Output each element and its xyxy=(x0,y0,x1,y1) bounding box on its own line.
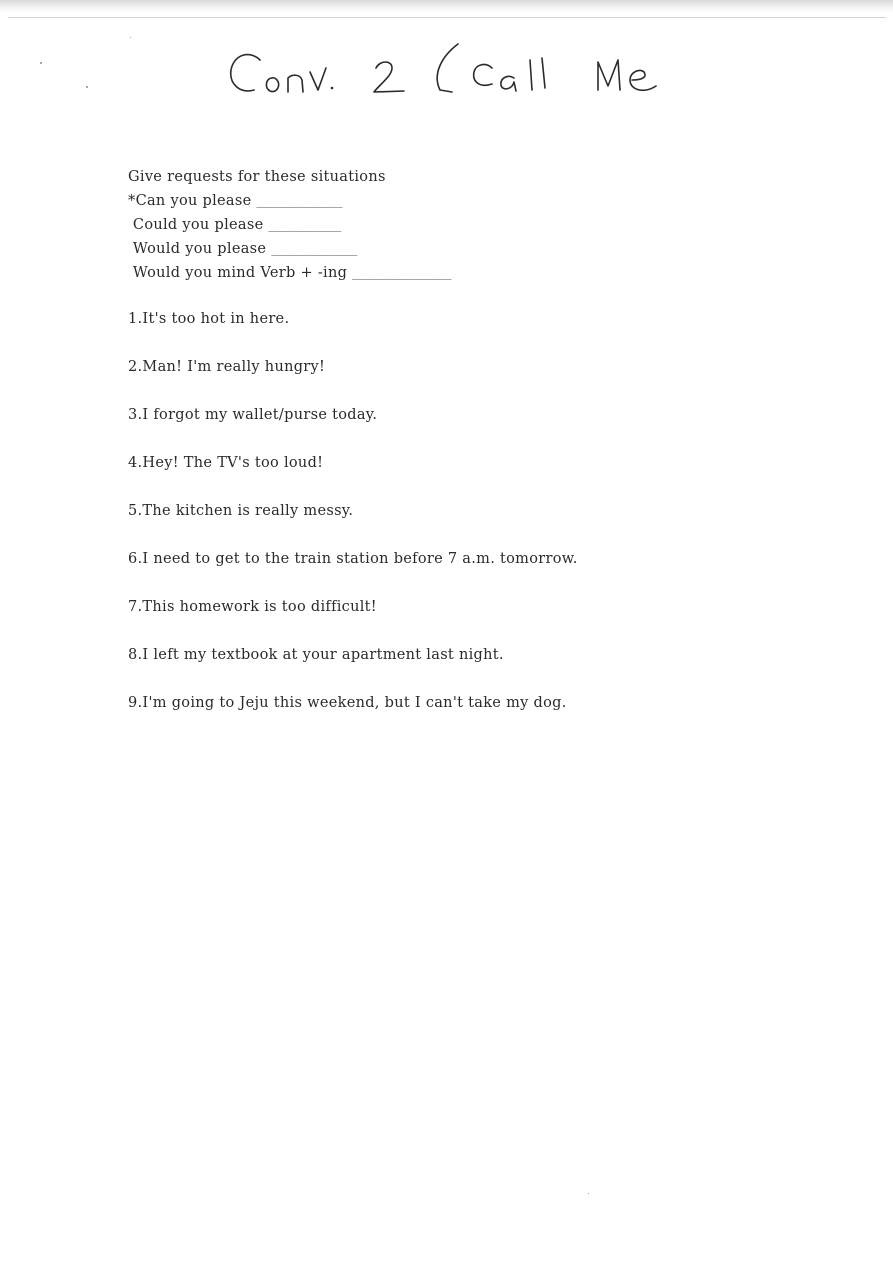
pattern-text: Would you mind Verb + -ing xyxy=(132,265,353,281)
situation-list xyxy=(128,307,748,715)
situation-item: 9.I'm going to Jeju this weekend, but I can't take my dog. xyxy=(128,695,567,711)
handwritten-title xyxy=(220,38,680,108)
pattern-text: Could you please xyxy=(132,217,269,233)
scan-speck xyxy=(86,86,88,88)
scan-speck xyxy=(40,62,42,64)
worksheet xyxy=(128,165,748,739)
pattern-text: Would you please xyxy=(132,241,272,257)
scan-speck xyxy=(130,37,131,38)
answer-blank: _____________ xyxy=(271,243,358,256)
situation-item: 2.Man! I'm really hungry! xyxy=(128,359,326,375)
handwritten-title-drawing xyxy=(220,38,680,108)
situation-item: 8.I left my textbook at your apartment last night. xyxy=(128,647,504,663)
answer-blank: ___________ xyxy=(268,219,342,232)
pattern-prefix: * xyxy=(128,193,136,209)
scan-speck xyxy=(588,1193,589,1194)
situation-item: 4.Hey! The TV's too loud! xyxy=(128,455,324,471)
scan-top-line xyxy=(8,17,886,18)
answer-blank: _______________ xyxy=(352,267,452,280)
scan-top-edge xyxy=(0,0,893,12)
request-pattern xyxy=(128,213,748,237)
request-pattern xyxy=(128,189,748,213)
situation-item: 3.I forgot my wallet/purse today. xyxy=(128,407,378,423)
situation-item: 1.It's too hot in here. xyxy=(128,311,290,327)
request-pattern xyxy=(128,237,748,261)
instruction-block xyxy=(128,165,748,285)
request-pattern xyxy=(128,261,748,285)
instruction-heading: Give requests for these situations xyxy=(128,169,386,185)
situation-item: 5.The kitchen is really messy. xyxy=(128,503,354,519)
situation-item: 7.This homework is too difficult! xyxy=(128,599,377,615)
answer-blank: _____________ xyxy=(256,195,343,208)
situation-item: 6.I need to get to the train station before 7 a.m. tomorrow. xyxy=(128,551,578,567)
pattern-text: Can you please xyxy=(135,193,257,209)
